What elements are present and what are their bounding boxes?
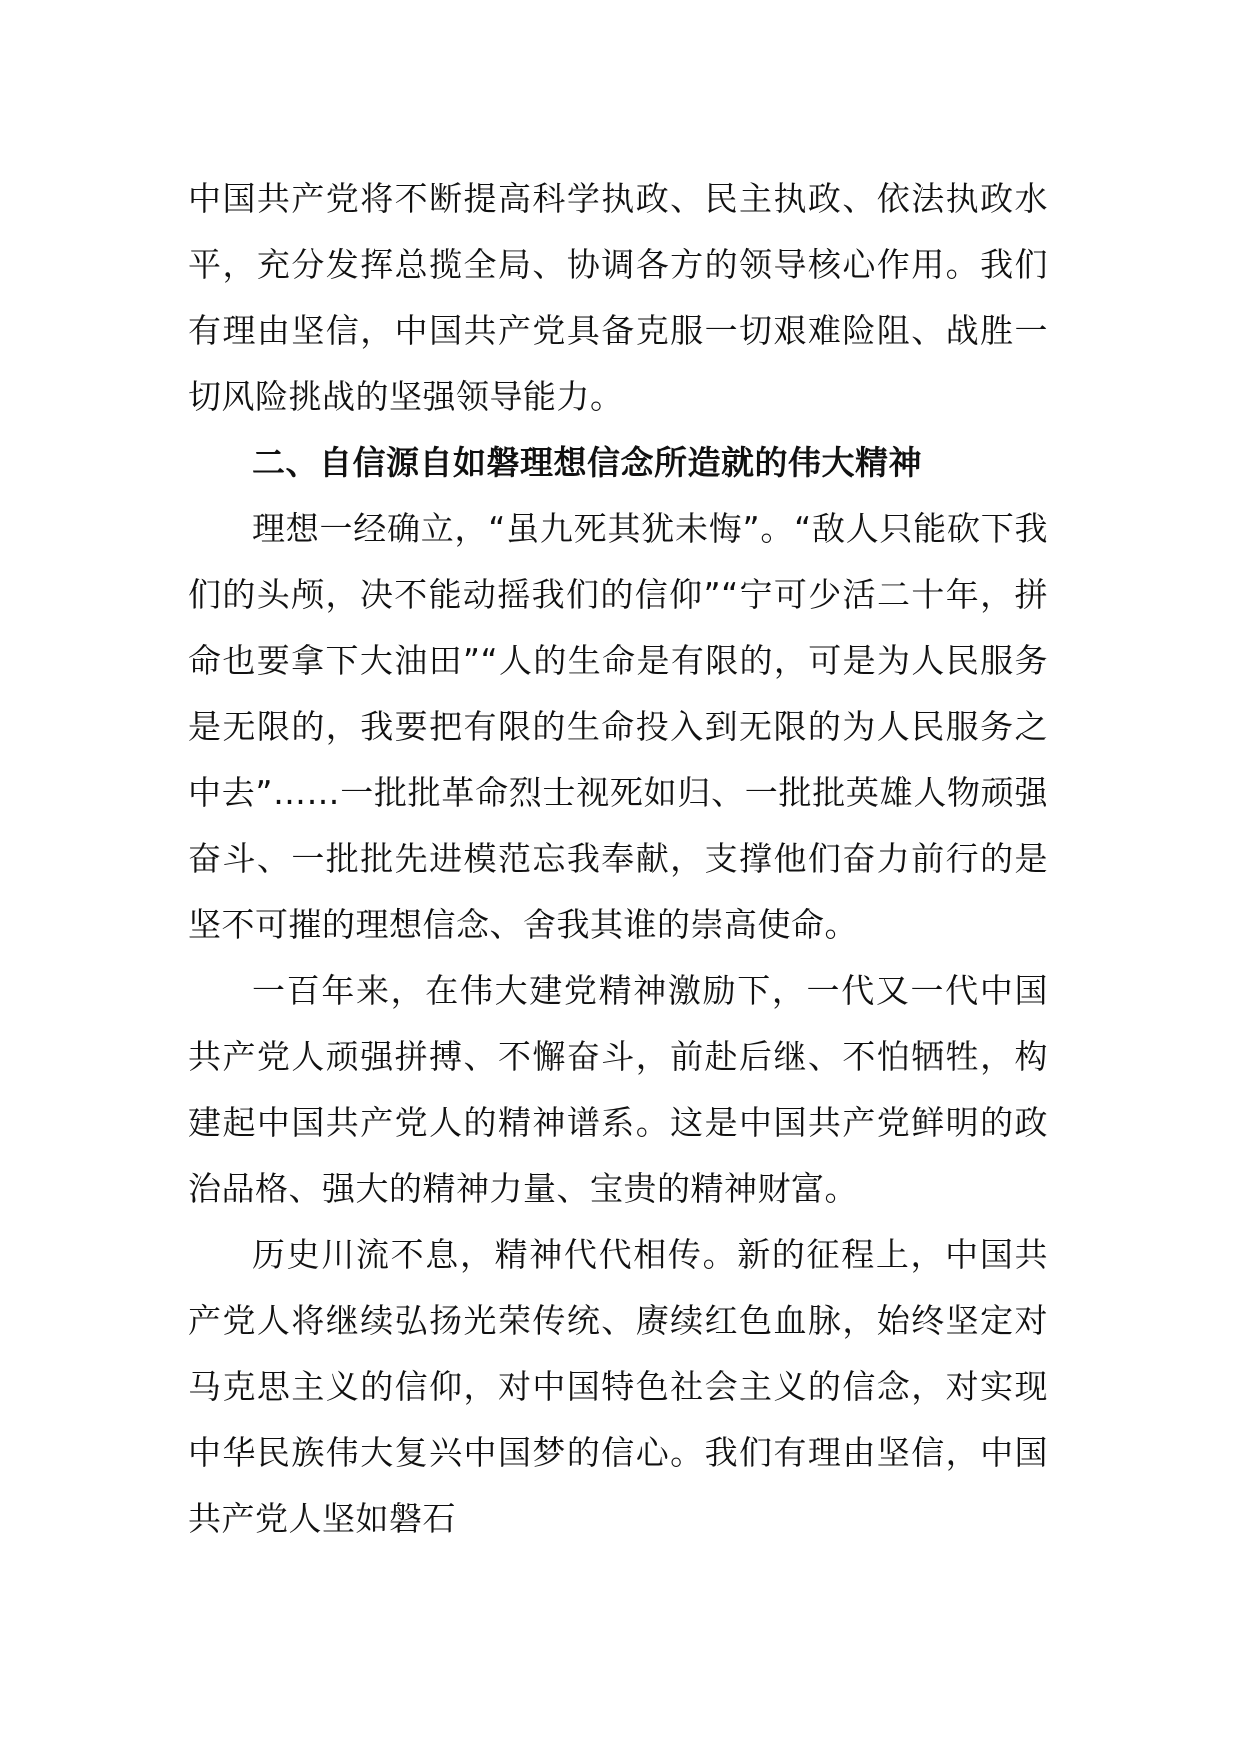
paragraph-ideals: 理想一经确立，“虽九死其犹未悔”。“敌人只能砍下我们的头颅，决不能动摇我们的信仰”“宁可少活二十年，拼命也要拿下大油田”“人的生命是有限的，可是为人民服务是无限的，我要把有限的生命投入到无限的为人民服务之中去”……一批批革命烈士视死如归、一批批英雄人物顽强奋斗、一批批先进模范忘我奉献，支撑他们奋力前行的是坚不可摧的理想信念、舍我其谁的崇高使命。 <box>188 509 1048 944</box>
document-body <box>188 166 1048 1552</box>
paragraph-century: 一百年来，在伟大建党精神激励下，一代又一代中国共产党人顽强拼搏、不懈奋斗，前赴后继、不怕牺牲，构建起中国共产党人的精神谱系。这是中国共产党鲜明的政治品格、强大的精神力量、宝贵的精神财富。 <box>188 971 1048 1208</box>
paragraph-history: 历史川流不息，精神代代相传。新的征程上，中国共产党人将继续弘扬光荣传统、赓续红色血脉，始终坚定对马克思主义的信仰，对中国特色社会主义的信念，对实现中华民族伟大复兴中国梦的信心。我们有理由坚信，中国共产党人坚如磐石 <box>188 1235 1048 1538</box>
paragraph-continuation: 中国共产党将不断提高科学执政、民主执政、依法执政水平，充分发挥总揽全局、协调各方的领导核心作用。我们有理由坚信，中国共产党具备克服一切艰难险阻、战胜一切风险挑战的坚强领导能力。 <box>188 179 1048 416</box>
section-heading: 二、自信源自如磐理想信念所造就的伟大精神 <box>252 443 922 482</box>
